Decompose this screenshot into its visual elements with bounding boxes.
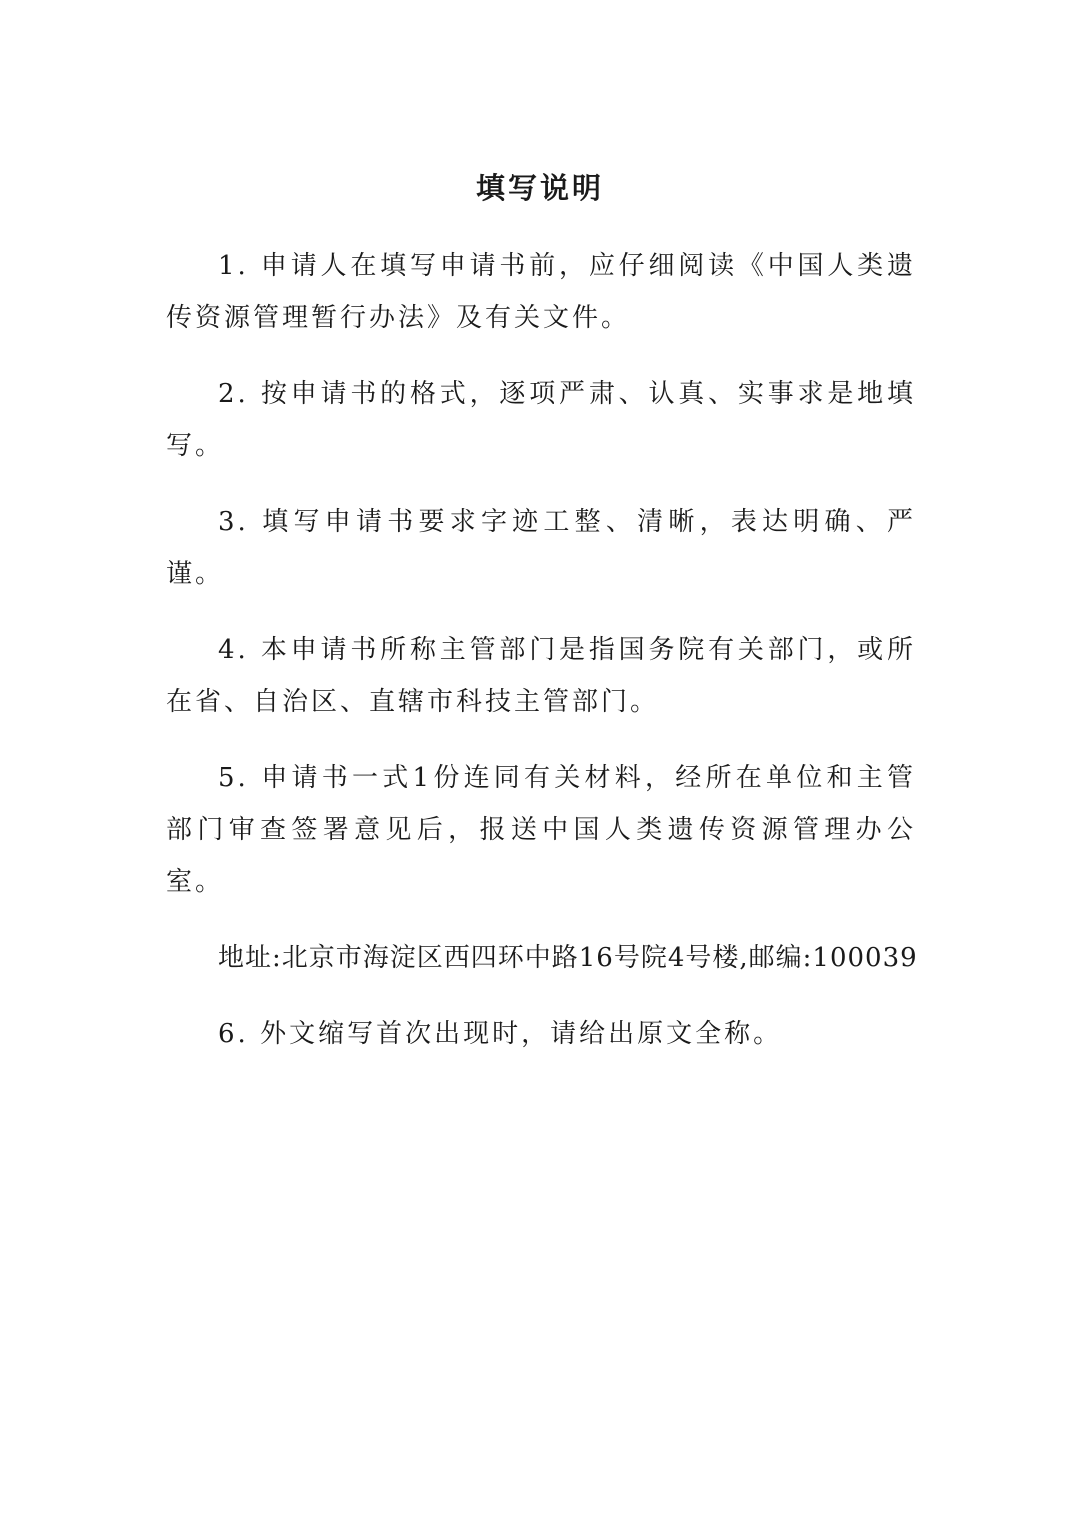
instruction-item-5: 5. 申请书一式1份连同有关材料，经所在单位和主管部门审查签署意见后，报送中国人类遗传资源管理办公室。: [166, 763, 916, 897]
mailing-address: 地址:北京市海淀区西四环中路16号院4号楼,邮编:100039: [218, 943, 918, 973]
instruction-item-2: 2. 按申请书的格式，逐项严肃、认真、实事求是地填写。: [166, 379, 916, 461]
instruction-item-4: 4. 本申请书所称主管部门是指国务院有关部门，或所在省、自治区、直辖市科技主管部门。: [166, 635, 916, 717]
instruction-item-3: 3. 填写申请书要求字迹工整、清晰，表达明确、严谨。: [166, 507, 916, 589]
instruction-item-6: 6. 外文缩写首次出现时，请给出原文全称。: [218, 1019, 783, 1049]
instruction-item-1: 1. 申请人在填写申请书前，应仔细阅读《中国人类遗传资源管理暂行办法》及有关文件。: [166, 251, 916, 333]
page-title: 填写说明: [475, 171, 604, 205]
instructions-body: [166, 240, 916, 1084]
